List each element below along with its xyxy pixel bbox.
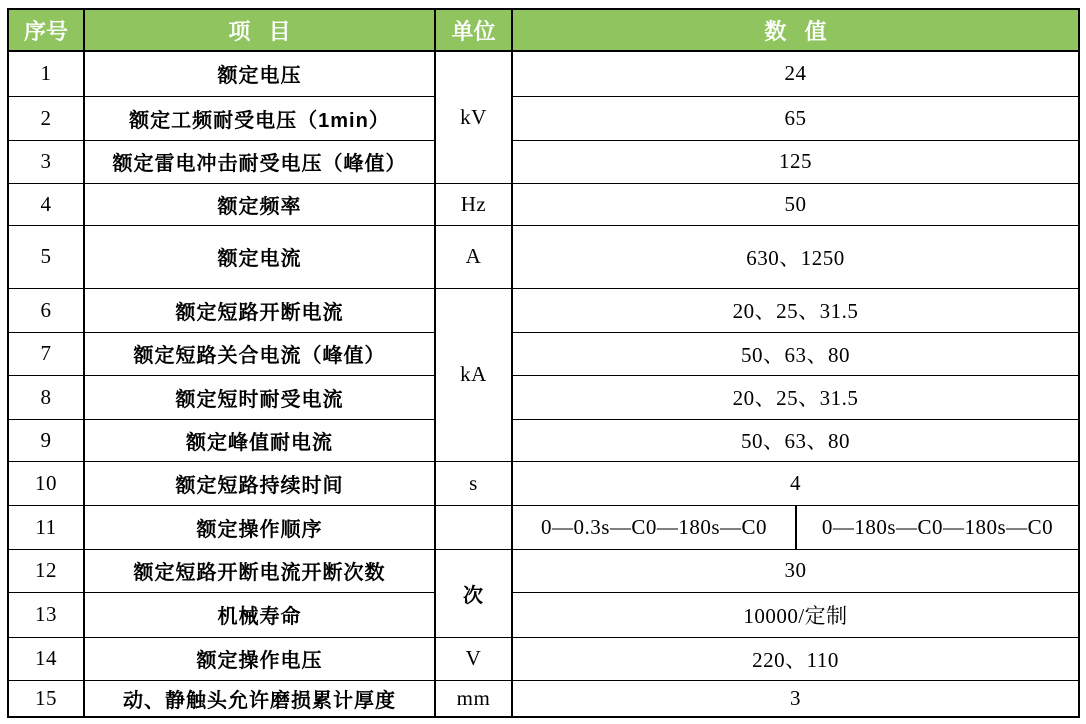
table-row <box>8 375 1079 419</box>
row-number-cell: 10 <box>8 461 84 505</box>
row-number-cell: 1 <box>8 51 84 96</box>
value-cell: 50 <box>512 183 1079 225</box>
item-cell: 额定操作电压 <box>84 637 435 680</box>
value-cell: 3 <box>512 680 1079 717</box>
row-number-cell: 2 <box>8 96 84 140</box>
table-row <box>8 140 1079 183</box>
row-number-cell: 4 <box>8 183 84 225</box>
value-cell: 20、25、31.5 <box>512 288 1079 332</box>
value-cell: 220、110 <box>512 637 1079 680</box>
header-row <box>8 9 1079 51</box>
row-number-cell: 14 <box>8 637 84 680</box>
item-cell: 额定短路开断电流开断次数 <box>84 549 435 592</box>
unit-cell: V <box>435 637 512 680</box>
row-number-cell: 12 <box>8 549 84 592</box>
item-cell: 额定工频耐受电压（1min） <box>84 96 435 140</box>
unit-cell: 次 <box>435 549 512 637</box>
item-cell: 额定电流 <box>84 225 435 288</box>
row-number-cell: 7 <box>8 332 84 375</box>
table-row <box>8 225 1079 288</box>
header-col-item: 项 目 <box>84 9 435 51</box>
value-cell: 65 <box>512 96 1079 140</box>
value-cell: 125 <box>512 140 1079 183</box>
table-row <box>8 680 1079 717</box>
value-cell: 30 <box>512 549 1079 592</box>
row-number-cell: 15 <box>8 680 84 717</box>
table-row <box>8 332 1079 375</box>
item-cell: 额定峰值耐电流 <box>84 419 435 461</box>
table-row <box>8 288 1079 332</box>
item-cell: 额定短路持续时间 <box>84 461 435 505</box>
value-cell-left: 0—0.3s—C0—180s—C0 <box>512 505 796 549</box>
item-cell: 额定雷电冲击耐受电压（峰值） <box>84 140 435 183</box>
value-cell: 10000/定制 <box>512 592 1079 637</box>
table-row <box>8 51 1079 96</box>
row-number-cell: 5 <box>8 225 84 288</box>
value-cell: 630、1250 <box>512 225 1079 288</box>
value-cell: 50、63、80 <box>512 419 1079 461</box>
unit-cell: s <box>435 461 512 505</box>
item-cell: 动、静触头允许磨损累计厚度 <box>84 680 435 717</box>
table-row <box>8 96 1079 140</box>
table-row <box>8 505 1079 549</box>
unit-cell: mm <box>435 680 512 717</box>
value-cell: 4 <box>512 461 1079 505</box>
spec-table <box>7 8 1080 718</box>
item-cell: 额定短路开断电流 <box>84 288 435 332</box>
header-col-unit: 单位 <box>435 9 512 51</box>
item-cell: 额定短时耐受电流 <box>84 375 435 419</box>
item-cell: 额定电压 <box>84 51 435 96</box>
item-cell: 机械寿命 <box>84 592 435 637</box>
table-row <box>8 461 1079 505</box>
unit-cell: A <box>435 225 512 288</box>
item-cell: 额定短路关合电流（峰值） <box>84 332 435 375</box>
table-row <box>8 549 1079 592</box>
item-cell: 额定操作顺序 <box>84 505 435 549</box>
header-col-value: 数 值 <box>512 9 1079 51</box>
value-cell-right: 0—180s—C0—180s—C0 <box>796 505 1079 549</box>
row-number-cell: 8 <box>8 375 84 419</box>
value-cell: 50、63、80 <box>512 332 1079 375</box>
item-cell: 额定频率 <box>84 183 435 225</box>
value-cell: 24 <box>512 51 1079 96</box>
unit-cell <box>435 505 512 549</box>
row-number-cell: 6 <box>8 288 84 332</box>
row-number-cell: 11 <box>8 505 84 549</box>
unit-cell: kA <box>435 288 512 461</box>
table-row <box>8 592 1079 637</box>
value-cell: 20、25、31.5 <box>512 375 1079 419</box>
unit-cell: Hz <box>435 183 512 225</box>
row-number-cell: 13 <box>8 592 84 637</box>
unit-cell: kV <box>435 51 512 183</box>
table-row <box>8 419 1079 461</box>
table-row <box>8 637 1079 680</box>
row-number-cell: 3 <box>8 140 84 183</box>
header-col-no: 序号 <box>8 9 84 51</box>
row-number-cell: 9 <box>8 419 84 461</box>
table-row <box>8 183 1079 225</box>
